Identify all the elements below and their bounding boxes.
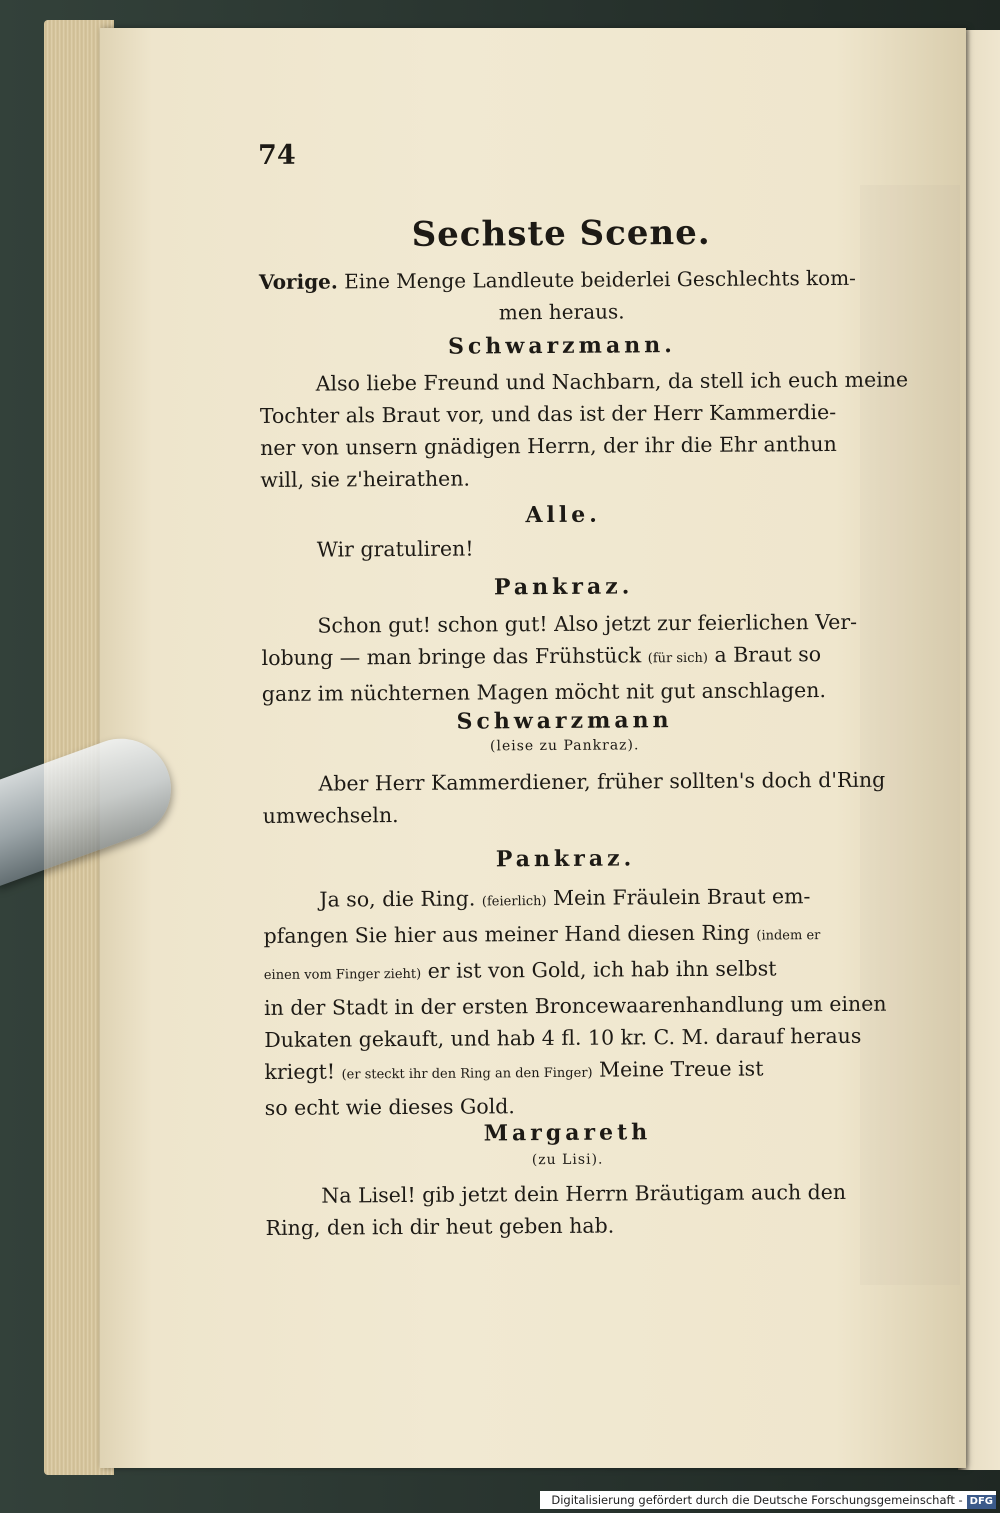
stage-direction-line2: men heraus. bbox=[498, 299, 625, 325]
speech-alle bbox=[261, 530, 866, 566]
speaker-pankraz-2: Pankraz. bbox=[495, 845, 636, 873]
speech-line: Na Lisel! gib jetzt dein Herrn Bräutigam auch den bbox=[321, 1179, 847, 1208]
scene-title: Sechste Scene. bbox=[411, 212, 711, 255]
stage-direction-lead: Vorige. bbox=[258, 269, 338, 294]
speech-line: so echt wie dieses Gold. bbox=[264, 1094, 515, 1120]
speech-line: in der Stadt in der ersten Broncewaarenhandlung um einen bbox=[263, 991, 887, 1020]
speaker-pankraz: Pankraz. bbox=[493, 573, 634, 601]
speech-line: will, sie z'heirathen. bbox=[260, 466, 471, 492]
speech-line: Wir gratuliren! bbox=[316, 536, 474, 562]
speech-line: kriegt! (er steckt ihr den Ring an den Finger) Meine Treue ist bbox=[264, 1056, 764, 1084]
speech-line: umwechseln. bbox=[262, 803, 399, 828]
speech-line: Ring, den ich dir heut geben hab. bbox=[265, 1213, 615, 1240]
dfg-logo: DFG bbox=[967, 1495, 996, 1509]
speech-line: Also liebe Freund und Nachbarn, da stell ich euch meine bbox=[315, 367, 909, 396]
speech-margareth bbox=[265, 1176, 870, 1244]
speech-pankraz-1 bbox=[261, 606, 867, 710]
footer-credit bbox=[540, 1491, 996, 1509]
speech-line: pfangen Sie hier aus meiner Hand diesen Ring (indem er bbox=[263, 920, 821, 948]
speech-schwarzmann-2 bbox=[262, 764, 886, 832]
speech-line: Dukaten gekauft, und hab 4 fl. 10 kr. C. M. darauf heraus bbox=[264, 1023, 862, 1052]
stage-aside: (leise zu Pankraz). bbox=[489, 737, 640, 755]
stage-direction bbox=[259, 262, 864, 330]
speech-pankraz-2 bbox=[263, 880, 887, 1124]
stage-aside: (zu Lisi). bbox=[531, 1151, 604, 1169]
speech-line: lobung — man bringe das Frühstück (für sich) a Braut so bbox=[261, 642, 822, 670]
bleed-through-shadow bbox=[860, 185, 960, 1285]
speaker-margareth: Margareth bbox=[483, 1119, 652, 1147]
speech-line: Ja so, die Ring. (feierlich) Mein Fräulein Braut em- bbox=[319, 884, 811, 912]
footer-text: Digitalisierung gefördert durch die Deutsche Forschungsgemeinschaft - bbox=[551, 1493, 963, 1507]
speech-line: Aber Herr Kammerdiener, früher sollten's doch d'Ring bbox=[318, 767, 886, 796]
speech-line: Schon gut! schon gut! Also jetzt zur feierlichen Ver- bbox=[317, 609, 858, 638]
speaker-alle: Alle. bbox=[525, 501, 601, 529]
speaker-schwarzmann: Schwarzmann. bbox=[447, 332, 676, 360]
speaker-schwarzmann-2: Schwarzmann bbox=[456, 707, 673, 735]
speech-line: Tochter als Braut vor, und das ist der Herr Kammerdie- bbox=[259, 399, 837, 428]
page-number: 74 bbox=[258, 139, 296, 171]
speech-line: ner von unsern gnädigen Herrn, der ihr die Ehr anthun bbox=[260, 431, 837, 460]
speech-schwarzmann-1 bbox=[259, 364, 909, 496]
stage-direction-line1: Eine Menge Landleute beiderlei Geschlechts kom- bbox=[344, 265, 856, 294]
speech-line: ganz im nüchternen Magen möcht nit gut anschlagen. bbox=[261, 678, 827, 706]
speech-line: einen vom Finger zieht) er ist von Gold, ich hab ihn selbst bbox=[263, 956, 777, 983]
